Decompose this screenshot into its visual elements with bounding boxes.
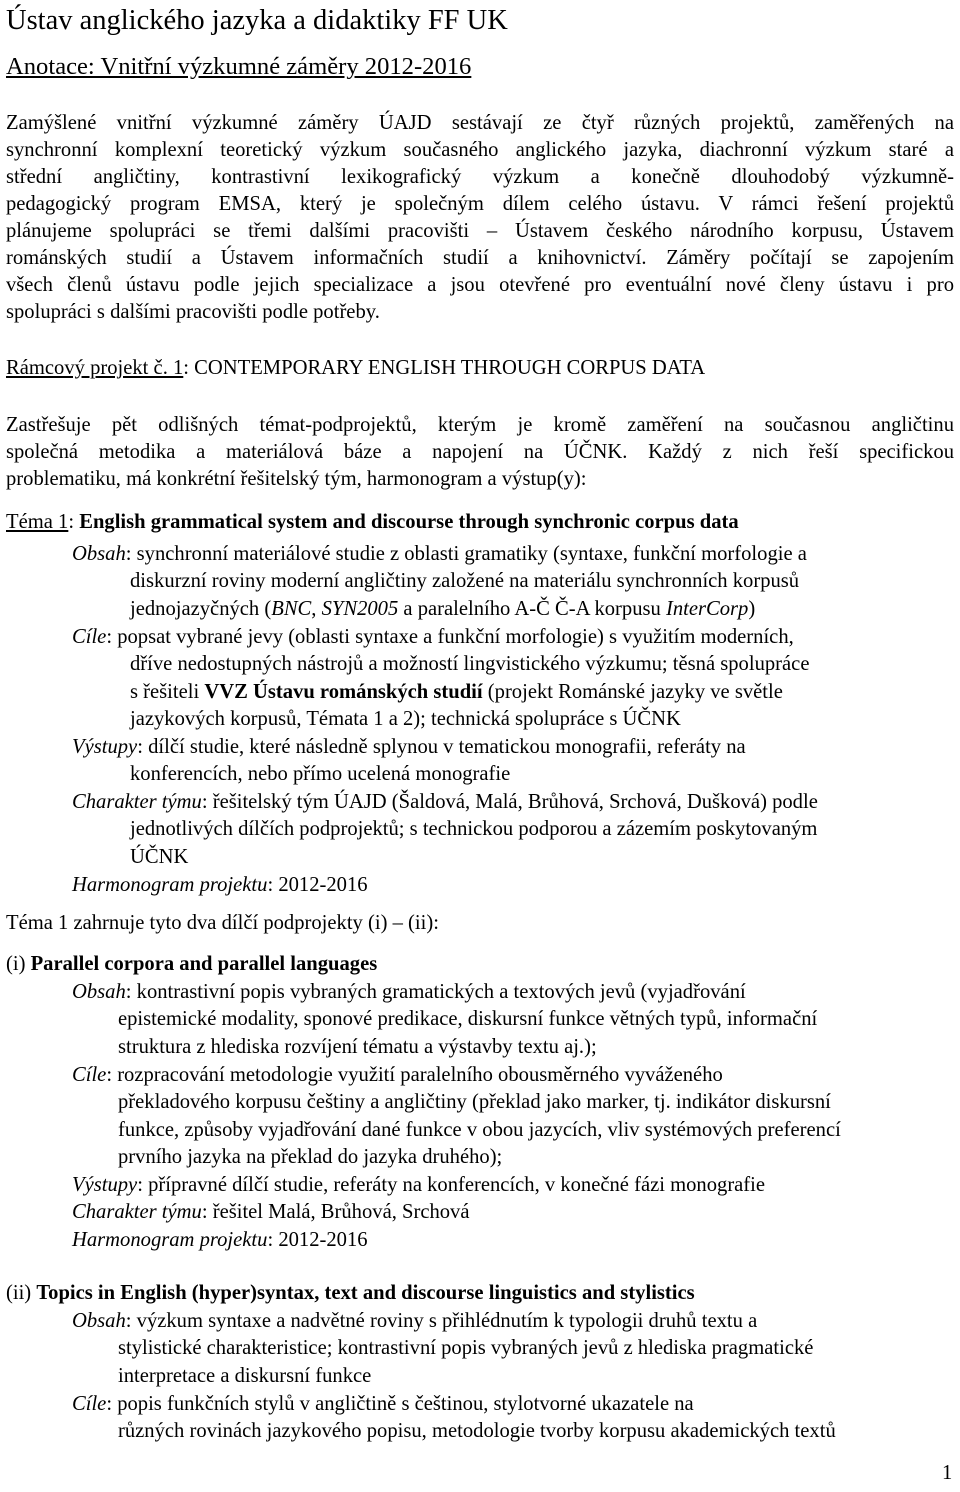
harm-text: : 2012-2016 bbox=[267, 1229, 368, 1251]
sub-i-obsah-line: struktura z hlediska rozvíjení tématu a výstavby textu aj.); bbox=[118, 1036, 597, 1058]
obsah-text: : synchronní materiálové studie z oblasti gramatiky (syntaxe, funkční morfologie a bbox=[125, 543, 807, 565]
intro-line: střední angličtiny, kontrastivní lexikografický výzkum a konečně dlouhodobý výzkumně- bbox=[6, 166, 954, 188]
sub-i-harm-line bbox=[72, 1227, 368, 1255]
topic1-cile-line: jazykových korpusů, Témata 1 a 2); technická spolupráce s ÚČNK bbox=[130, 708, 681, 730]
topic1-heading bbox=[6, 509, 739, 537]
obsah-key: Obsah bbox=[72, 543, 126, 565]
topic1-includes: Téma 1 zahrnuje tyto dva dílčí podprojekty (i) – (ii): bbox=[6, 912, 439, 934]
obsah-comma: , bbox=[311, 598, 322, 620]
tym-text: : řešitelský tým ÚAJD (Šaldová, Malá, Brůhová, Srchová, Dušková) podle bbox=[201, 791, 818, 813]
harm-text: : 2012-2016 bbox=[267, 874, 368, 896]
topic1-obsah-line bbox=[130, 596, 755, 624]
intro-line: plánujeme spolupráci se třemi dalšími pracovišti – Ústavem českého národního korpusu, Ústavem bbox=[6, 220, 954, 242]
sub-ii-cile-line: různých rovinách jazykového popisu, metodologie tvorby korpusu akademických textů bbox=[118, 1420, 836, 1442]
topic1-obsah-line bbox=[72, 541, 807, 569]
sub-i-cile-line: překladového korpusu češtiny a angličtiny (překlad jako marker, tj. indikátor diskursní bbox=[118, 1091, 831, 1113]
sub-i-num: (i) bbox=[6, 953, 31, 975]
sub-ii-obsah-line: interpretace a diskursní funkce bbox=[118, 1365, 372, 1387]
topic1-harm-line bbox=[72, 872, 368, 900]
cile-key: Cíle bbox=[72, 1064, 107, 1086]
tym-key: Charakter týmu bbox=[72, 791, 202, 813]
framework-name: CONTEMPORARY ENGLISH THROUGH CORPUS DATA bbox=[194, 357, 706, 379]
obsah-text: : kontrastivní popis vybraných gramatických a textových jevů (vyjadřování bbox=[125, 981, 746, 1003]
cile-text: : popsat vybrané jevy (oblasti syntaxe a funkční morfologie) s využitím moderních, bbox=[106, 626, 794, 648]
cile-text: s řešiteli bbox=[130, 681, 205, 703]
vystupy-key: Výstupy bbox=[72, 736, 138, 758]
sub-ii-cile-line bbox=[72, 1391, 694, 1419]
topic1-vystupy-line bbox=[72, 734, 746, 762]
obsah-text: jednojazyčných ( bbox=[130, 598, 272, 620]
sub-i-cile-line: prvního jazyka na překlad do jazyka druhého); bbox=[118, 1146, 503, 1168]
cile-key: Cíle bbox=[72, 626, 107, 648]
framework-desc-line: společná metodika a materiálová báze a napojení na ÚČNK. Každý z nich řeší specifickou bbox=[6, 441, 954, 463]
sub-ii-obsah-line: stylistické charakteristice; kontrastivní popis vybraných jevů z hlediska pragmatické bbox=[118, 1337, 814, 1359]
topic1-cile-line bbox=[72, 624, 794, 652]
obsah-text: ) bbox=[748, 598, 756, 620]
intro-line: synchronní komplexní teoretický výzkum současného anglického jazyka, diachronní výzkum staré a bbox=[6, 139, 954, 161]
obsah-key: Obsah bbox=[72, 1310, 126, 1332]
topic1-title: English grammatical system and discourse through synchronic corpus data bbox=[79, 511, 739, 533]
topic1-sep: : bbox=[68, 511, 80, 533]
harm-key: Harmonogram projektu bbox=[72, 1229, 268, 1251]
cile-bold: VVZ Ústavu románských studií bbox=[204, 681, 483, 703]
framework-sep: : bbox=[183, 357, 195, 379]
corpus-intercorp: InterCorp bbox=[665, 598, 749, 620]
corpus-syn2005: SYN2005 bbox=[321, 598, 399, 620]
sub-i-vystupy-line bbox=[72, 1172, 765, 1200]
intro-line: Zamýšlené vnitřní výzkumné záměry ÚAJD sestávají ze čtyř různých projektů, zaměřených na bbox=[6, 112, 954, 134]
obsah-key: Obsah bbox=[72, 981, 126, 1003]
sub-ii-obsah-line bbox=[72, 1308, 757, 1336]
sub-i-obsah-line bbox=[72, 979, 746, 1007]
obsah-text: : výzkum syntaxe a nadvětné roviny s přihlédnutím k typologii druhů textu a bbox=[125, 1310, 758, 1332]
intro-line: pedagogický program EMSA, který je společným dílem celého ústavu. V rámci řešení projektů bbox=[6, 193, 954, 215]
harm-key: Harmonogram projektu bbox=[72, 874, 268, 896]
sub-i-cile-line: funkce, způsoby vyjadřování dané funkce v obou jazycích, vliv systémových preferencí bbox=[118, 1119, 841, 1141]
cile-text: : popis funkčních stylů v angličtině s češtinou, stylotvorné ukazatele na bbox=[106, 1393, 694, 1415]
framework-desc-line: Zastřešuje pět odlišných témat-podprojektů, kterým je kromě zaměření na současnou angličtinu bbox=[6, 414, 954, 436]
framework-label: Rámcový projekt č. 1 bbox=[6, 357, 184, 379]
sub-ii-heading bbox=[6, 1280, 695, 1308]
sub-i-heading bbox=[6, 951, 377, 979]
topic1-cile-line: dříve nedostupných nástrojů a možností lingvistického výzkumu; těsná spolupráce bbox=[130, 653, 810, 675]
obsah-text: a paralelního A-Č Č-A korpusu bbox=[398, 598, 666, 620]
framework-desc-line: problematiku, má konkrétní řešitelský tým, harmonogram a výstup(y): bbox=[6, 468, 587, 490]
intro-line: spolupráci s dalšími pracovišti podle potřeby. bbox=[6, 301, 380, 323]
framework-heading bbox=[6, 355, 705, 383]
topic1-tym-line: jednotlivých dílčích podprojektů; s technickou podporou a zázemím poskytovaným bbox=[130, 818, 818, 840]
sub-ii-title: Topics in English (hyper)syntax, text and discourse linguistics and stylistics bbox=[36, 1282, 695, 1304]
tym-key: Charakter týmu bbox=[72, 1201, 202, 1223]
tym-text: : řešitel Malá, Brůhová, Srchová bbox=[201, 1201, 470, 1223]
cile-key: Cíle bbox=[72, 1393, 107, 1415]
vystupy-text: : přípravné dílčí studie, referáty na konferencích, v konečné fázi monografie bbox=[137, 1174, 766, 1196]
topic1-tym-line: ÚČNK bbox=[130, 846, 189, 868]
vystupy-key: Výstupy bbox=[72, 1174, 138, 1196]
sub-i-title: Parallel corpora and parallel languages bbox=[30, 953, 378, 975]
cile-text: (projekt Románské jazyky ve světle bbox=[482, 681, 783, 703]
page-number: 1 bbox=[942, 1462, 953, 1484]
topic1-vystupy-line: konferencích, nebo přímo ucelená monografie bbox=[130, 763, 511, 785]
sub-i-cile-line bbox=[72, 1062, 723, 1090]
corpus-bnc: BNC bbox=[271, 598, 312, 620]
topic1-cile-line bbox=[130, 679, 783, 707]
page-subtitle: Anotace: Vnitřní výzkumné záměry 2012-2016 bbox=[6, 53, 472, 80]
intro-line: románských studií a Ústavem informačních studií a knihovnictví. Záměry počítají se zapojením bbox=[6, 247, 954, 269]
topic1-obsah-line: diskurzní roviny moderní angličtiny založené na materiálu synchronních korpusů bbox=[130, 570, 800, 592]
sub-ii-num: (ii) bbox=[6, 1282, 37, 1304]
sub-i-tym-line bbox=[72, 1199, 470, 1227]
cile-text: : rozpracování metodologie využití paralelního obousměrného vyváženého bbox=[106, 1064, 723, 1086]
sub-i-obsah-line: epistemické modality, sponové predikace, diskursní funkce větných typů, informační bbox=[118, 1008, 818, 1030]
topic1-tym-line bbox=[72, 789, 818, 817]
topic1-label: Téma 1 bbox=[6, 511, 69, 533]
page-title: Ústav anglického jazyka a didaktiky FF UK bbox=[6, 5, 508, 36]
intro-line: všech členů ústavu podle jejich specializace a jsou otevřené pro eventuální nové členy ústavu i pro bbox=[6, 274, 954, 296]
vystupy-text: : dílčí studie, které následně splynou v tematickou monografii, referáty na bbox=[137, 736, 746, 758]
